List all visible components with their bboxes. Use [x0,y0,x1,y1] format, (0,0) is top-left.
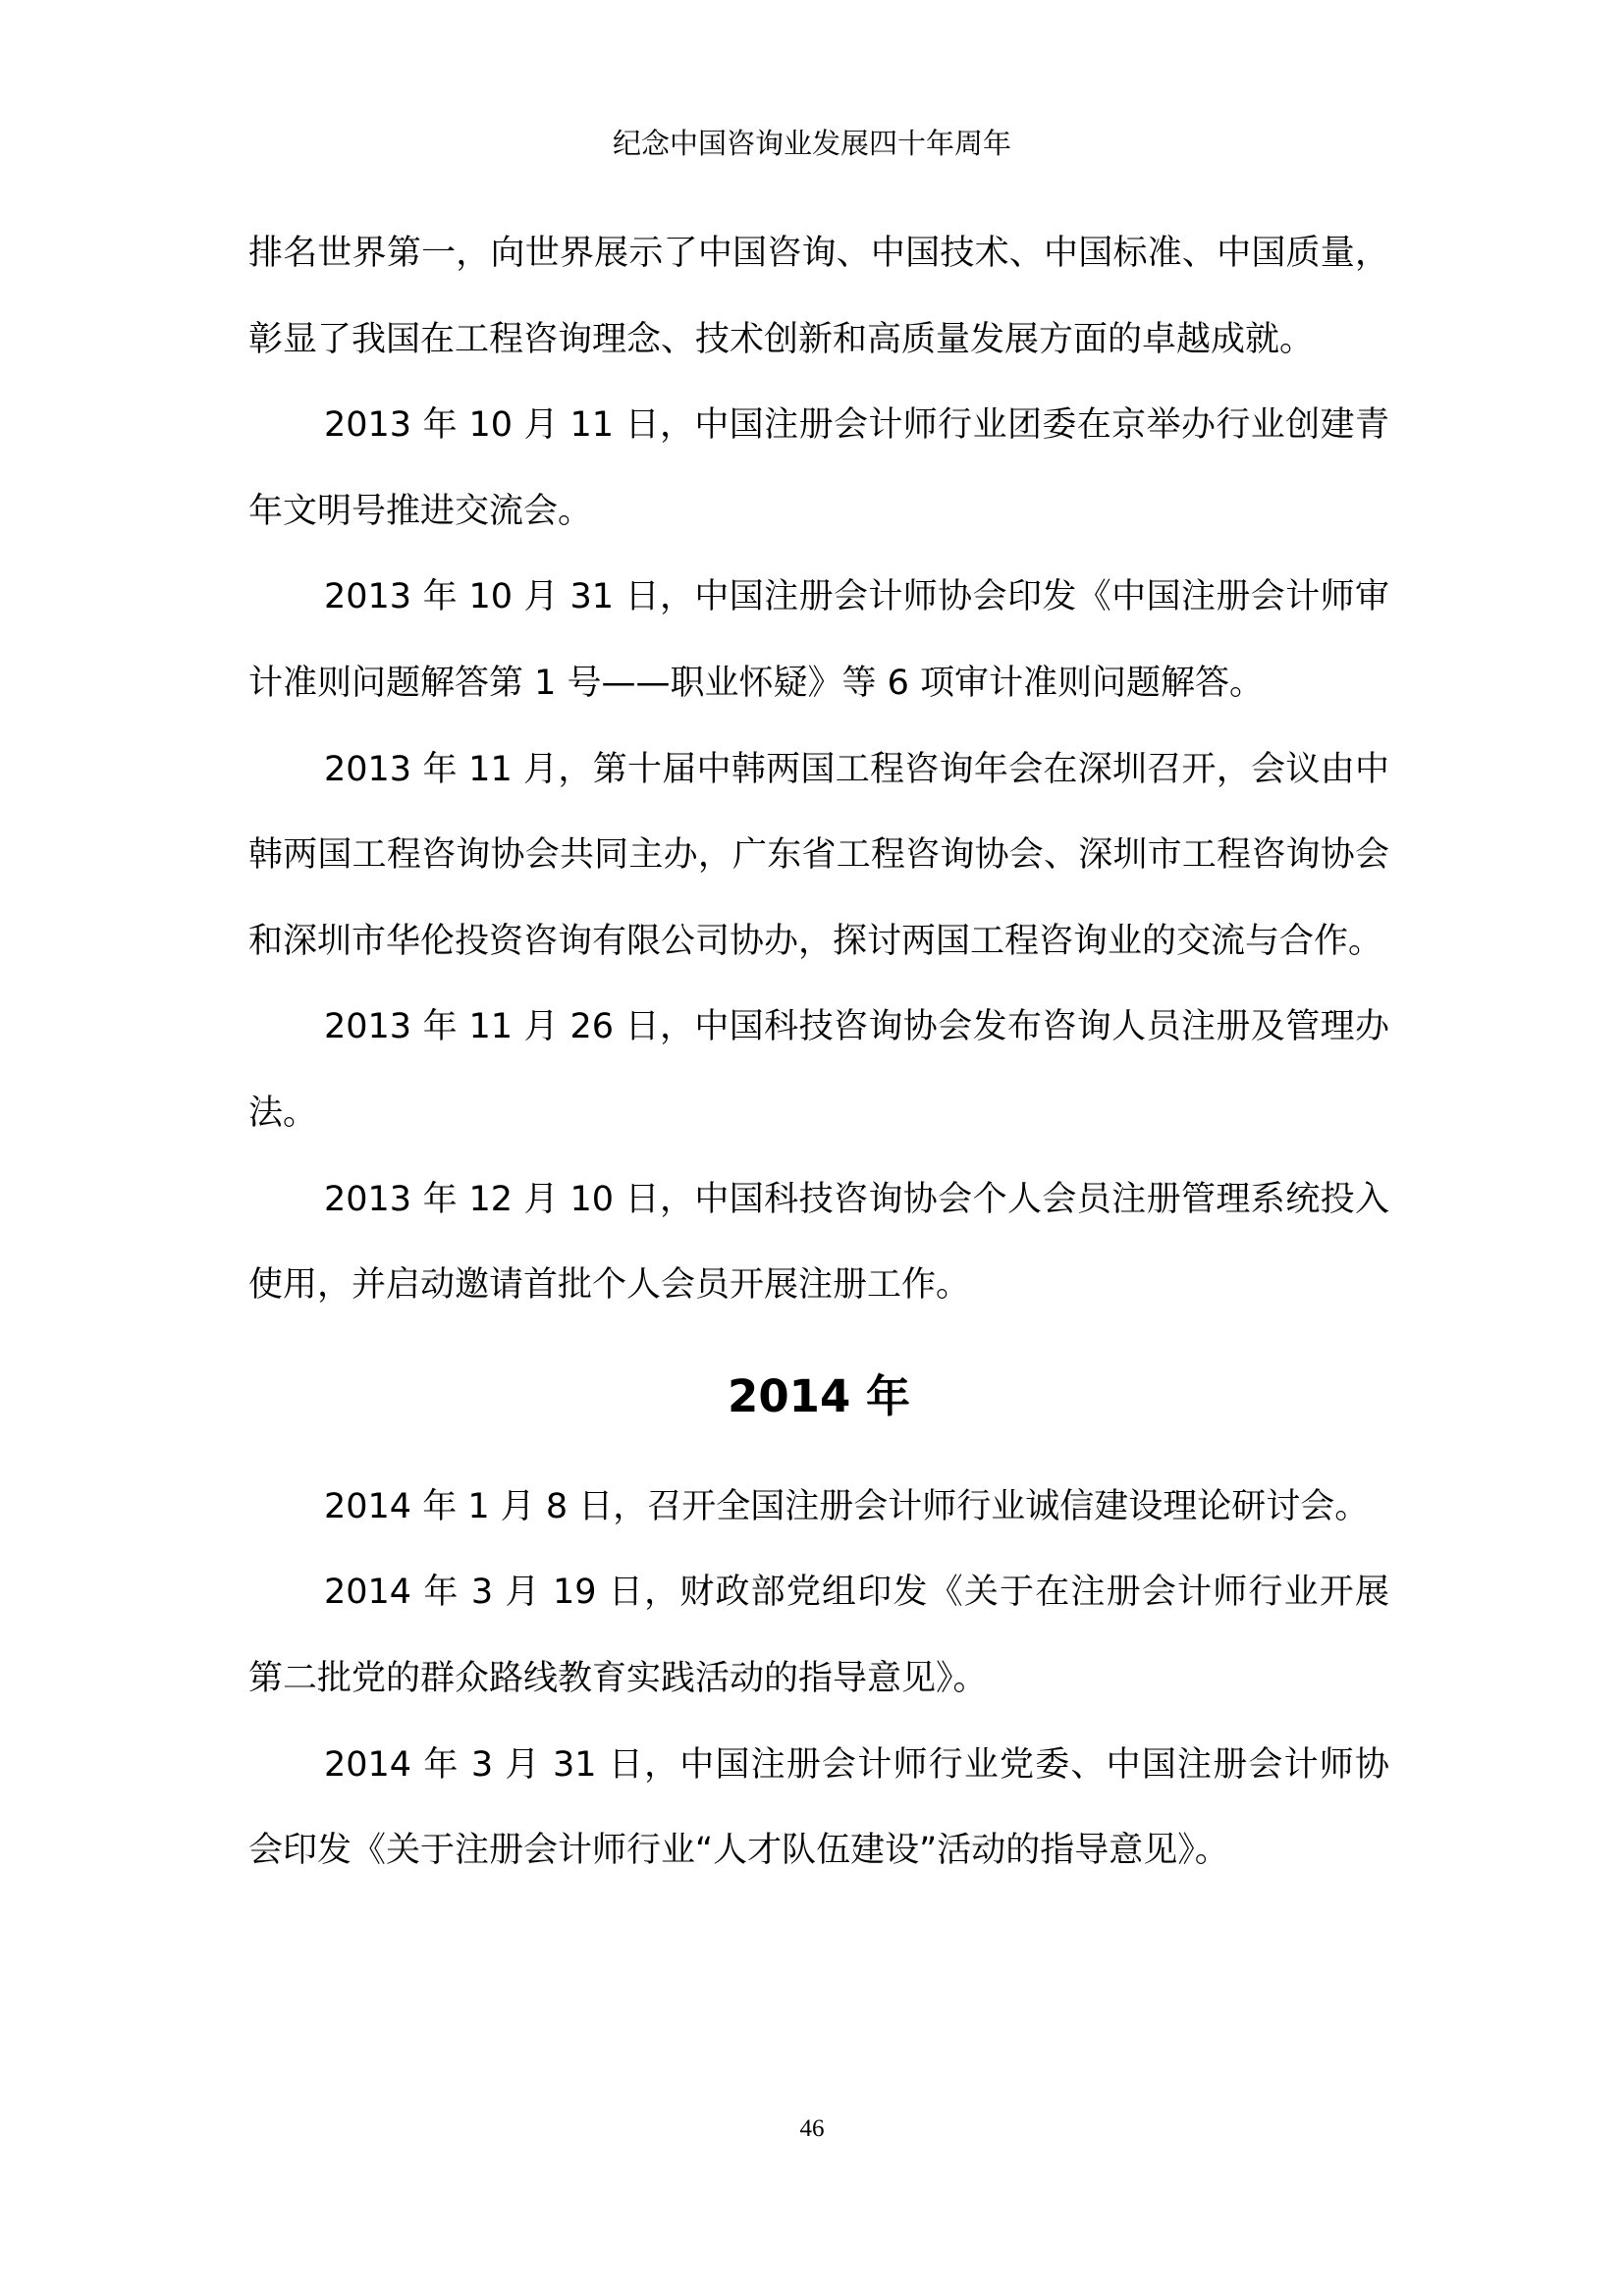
paragraph: 2014 年 1 月 8 日，召开全国注册会计师行业诚信建设理论研讨会。 [324,1486,1370,1526]
running-header: 纪念中国咨询业发展四十年周年 [612,127,1011,160]
paragraph: 2013 年 10 月 11 日，中国注册会计师行业团委在京举办行业创建青年文明号推进交流会。 [248,405,1389,531]
paragraph: 2014 年 3 月 31 日，中国注册会计师行业党委、中国注册会计师协会印发《关于注册会计师行业“人才队伍建设”活动的指导意见》。 [248,1744,1389,1871]
paragraph: 排名世界第一，向世界展示了中国咨询、中国技术、中国标准、中国质量，彰显了我国在工程咨询理念、技术创新和高质量发展方面的卓越成就。 [248,234,1389,359]
page-number: 46 [799,2115,825,2142]
paragraph: 2013 年 11 月，第十届中韩两国工程咨询年会在深圳召开，会议由中韩两国工程咨询协会共同主办，广东省工程咨询协会、深圳市工程咨询协会和深圳市华伦投资咨询有限公司协办，探讨两国工程咨询业的交流与合作。 [248,749,1389,961]
section-heading: 2014 年 [728,1369,910,1422]
paragraph: 2013 年 10 月 31 日，中国注册会计师协会印发《中国注册会计师审计准则问题解答第 1 号——职业怀疑》等 6 项审计准则问题解答。 [248,577,1389,703]
paragraph: 2013 年 11 月 26 日，中国科技咨询协会发布咨询人员注册及管理办法。 [248,1007,1389,1133]
paragraph: 2014 年 3 月 19 日，财政部党组印发《关于在注册会计师行业开展第二批党的群众路线教育实践活动的指导意见》。 [248,1573,1389,1698]
paragraph: 2013 年 12 月 10 日，中国科技咨询协会个人会员注册管理系统投入使用，并启动邀请首批个人会员开展注册工作。 [248,1179,1389,1306]
page-body [248,211,1389,1895]
